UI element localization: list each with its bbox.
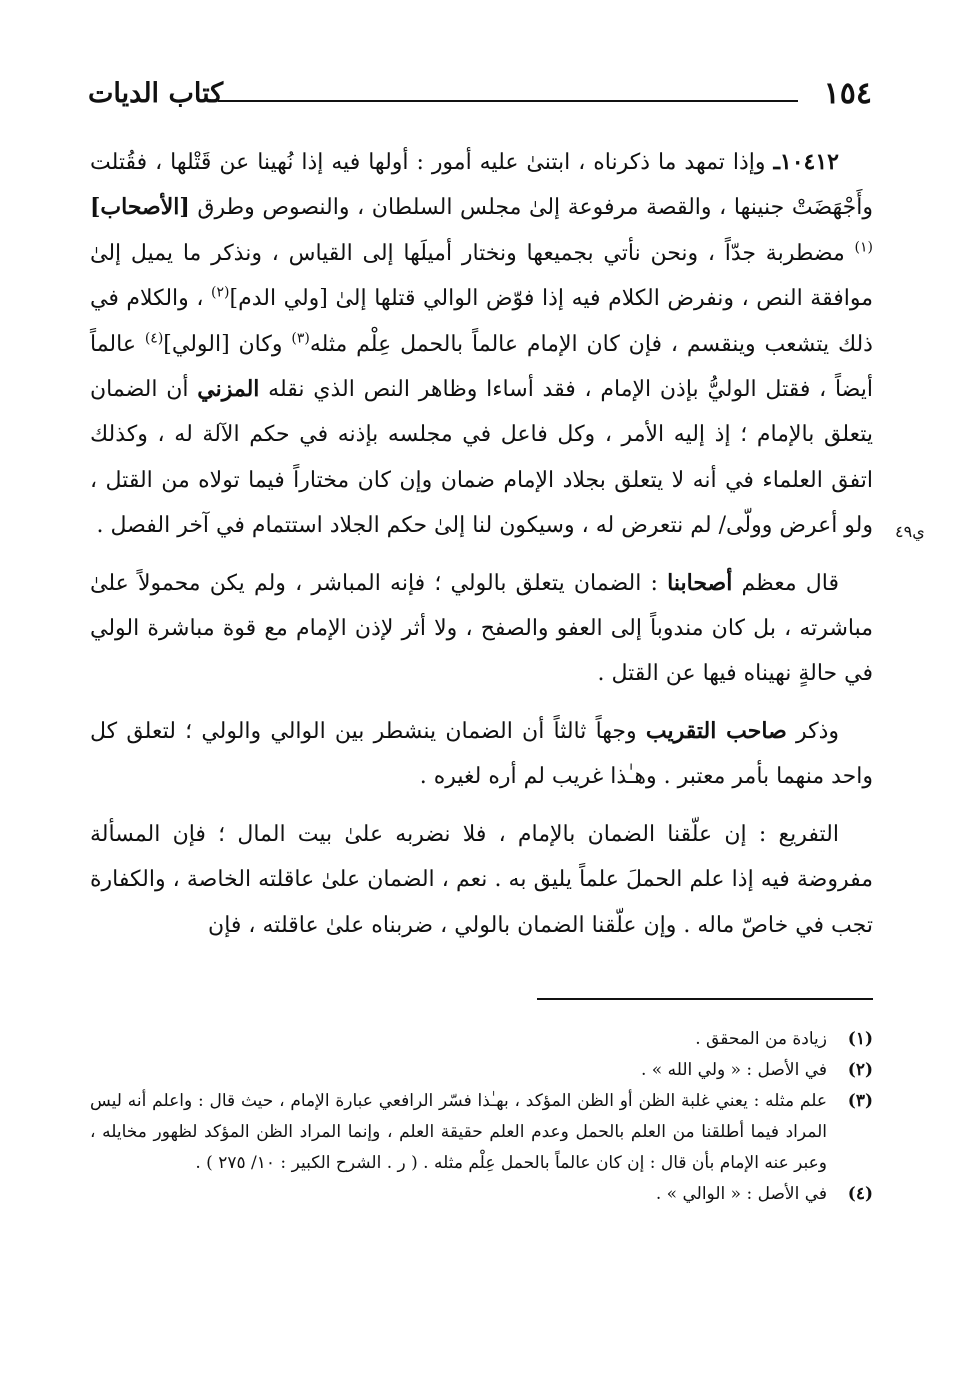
footnote-ref-2[interactable]: (٢) [211, 284, 230, 301]
footnote-text: علم مثله : يعني غلبة الظن أو الظن المؤكد ، بهـٰذا فسّر الرافعي عبارة الإمام ، حيث قال : واعلم أنه ليس المراد فيما أطلقنا من العلم بالحمل وعدم العلم حقيقة العلم ، وإنما المراد الظن المؤكد لظهور مخايله ، وعبر عنه الإمام بأن قال : إن كان عالماً بالحمل عِلْم مثله . ( ر . الشرح الكبير : ١٠/ ٢٧٥ ) . [90, 1091, 827, 1173]
bold-term: المزني [197, 376, 260, 403]
footnote-text: زيادة من المحقق . [695, 1029, 827, 1049]
paragraph-text: وكان [الولي] [163, 331, 292, 357]
header-rule [218, 100, 798, 102]
footnote-ref-1[interactable]: (١) [854, 239, 873, 256]
running-header [88, 74, 872, 116]
footnote-2 [90, 1055, 873, 1086]
margin-note: ي٤٩ [895, 522, 925, 541]
paragraph-4 [90, 812, 873, 948]
bold-term: أصحابنا [667, 569, 733, 596]
paragraph-2 [90, 561, 873, 697]
page-number: ١٥٤ [823, 76, 872, 111]
footnote-separator [537, 998, 873, 1000]
paragraph-text: أن الضمان يتعلق بالإمام ؛ إذ إليه الأمر ، وكل فاعل في مجلسه بإذنه في حكم الآلة له ، وكذلك اتفق العلماء في أنه لا يتعلق بجلاد الإمام ضمان وإن كان مختاراً فيما تولاه من القتل ، ولو أعرض وولّى/ لم نتعرض له ، وسيكون لنا إلىٰ حكم الجلاد استتمام في آخر الفصل . [90, 377, 873, 539]
footnote-number: (٤) [847, 1184, 873, 1204]
footnotes [90, 1024, 873, 1210]
book-title: كتاب الديات [88, 78, 224, 109]
footnote-1 [90, 1024, 873, 1055]
paragraph-text: وإذا تمهد ما ذكرناه ، ابتنىٰ عليه أمور : أولها فيه إذا نُهينا عن قَتْلها ، فقُتلت وأَجْهَضَتْ جنينها ، والقصة مرفوعة إلىٰ مجلس السلطان ، والنصوص وطرق [90, 150, 873, 221]
paragraph-text: وذكر [786, 718, 839, 744]
paragraph-text: مضطربة جدّاً ، ونحن نأتي بجميعها ونختار أميلَها إلى القياس ، ونذكر ما يميل إلىٰ موافقة النص ، ونفرض الكلام فيه إذا فوّض الوالي قتلها إلىٰ [ولي الدم] [90, 240, 873, 312]
footnote-number: (٢) [847, 1060, 873, 1080]
footnote-ref-4[interactable]: (٤) [144, 330, 164, 347]
main-text [90, 140, 873, 960]
footnote-text: في الأصل : « الوالي » . [655, 1184, 827, 1204]
footnote-ref-3[interactable]: (٣) [291, 330, 310, 347]
paragraph-1 [90, 140, 873, 549]
footnote-number: (١) [847, 1029, 873, 1049]
paragraph-number: ١٠٤١٢ـ [773, 149, 839, 175]
paragraph-text: ، والكلام في ذلك يتشعب وينقسم ، فإن كان الإمام عالماً بالحمل عِلْم مثله [90, 286, 873, 357]
paragraph-3 [90, 709, 873, 800]
paragraph-text: التفريع : إن علّقنا الضمان بالإمام ، فلا نضربه علىٰ بيت المال ؛ فإن المسألة مفروضة فيه إذا علم الحملَ علماً يليق به . نعم ، الضمان علىٰ عاقلته الخاصة ، والكفارة تجب في خاصّ ماله . وإن علّقنا الضمان بالولي ، ضربناه علىٰ عاقلته ، فإن [90, 821, 873, 938]
footnote-text: في الأصل : « ولي الله » . [641, 1060, 827, 1080]
bold-term: [الأصحاب] [90, 194, 190, 221]
footnote-4 [90, 1179, 873, 1210]
footnote-number: (٣) [847, 1091, 873, 1111]
footnote-3 [90, 1086, 873, 1179]
paragraph-text: عالماً أيضاً ، فقتل الوليُّ بإذن الإمام ، فقد أساءا وظاهر النص الذي نقله [90, 331, 873, 403]
bold-term: صاحب التقريب [645, 717, 787, 744]
paragraph-text: قال معظم [732, 570, 839, 596]
paragraph-text: وجهاً ثالثاً أن الضمان ينشطر بين الوالي والولي ؛ لتعلق كل واحد منهما بأمر معتبر . وهـٰذا غريب لم أره لغيره . [90, 718, 873, 790]
paragraph-text: : الضمان يتعلق بالولي ؛ فإنه المباشر ، ولم يكن محمولاً علىٰ مباشرته ، بل كان مندوباً إلى العفو والصفح ، ولا أثر لإذن الإمام مع قوة مباشرة الولي في حالةٍ نهيناه فيها عن القتل . [90, 570, 873, 687]
